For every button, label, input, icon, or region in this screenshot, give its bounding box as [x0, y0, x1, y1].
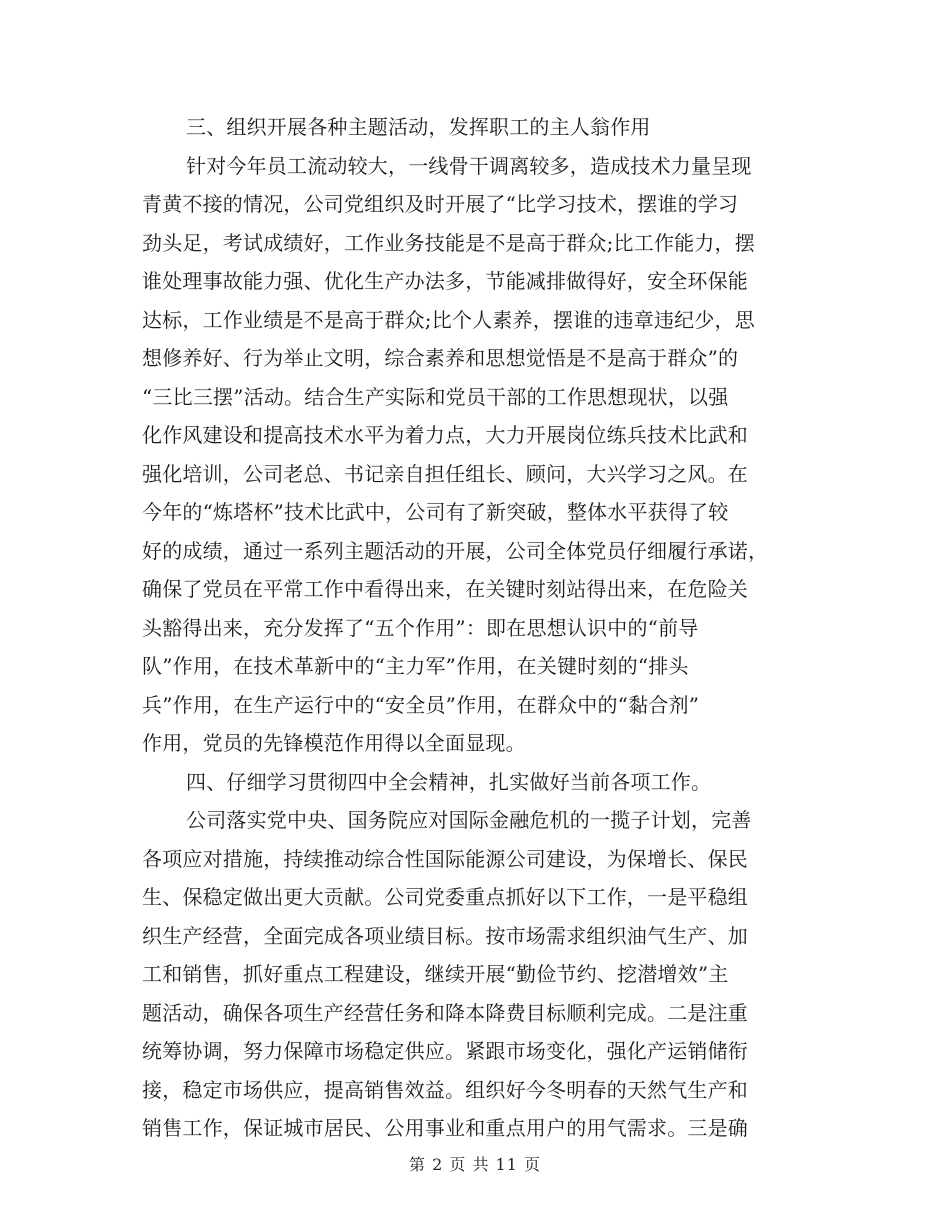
- text-line: 接，稳定市场供应，提高销售效益。组织好今冬明春的天然气生产和: [142, 1077, 748, 1102]
- text-line: 生、保稳定做出更大贡献。公司党委重点抓好以下工作，一是平稳组: [142, 885, 748, 909]
- text-line: 统筹协调，努力保障市场稳定供应。紧跟市场变化，强化产运销储衔: [142, 1039, 748, 1063]
- text-line: 各项应对措施，持续推动综合性国际能源公司建设，为保增长、保民: [142, 846, 748, 871]
- text-line: 题活动，确保各项生产经营任务和降本降费目标顺利完成。二是注重: [142, 1000, 748, 1025]
- text-line: “三比三摆”活动。结合生产实际和党员干部的工作思想现状，以强: [142, 384, 729, 409]
- text-line: 好的成绩，通过一系列主题活动的开展，公司全体党员仔细履行承诺，: [142, 538, 769, 563]
- text-line: 谁处理事故能力强、优化生产办法多，节能减排做得好，安全环保能: [142, 269, 748, 293]
- document-body: [142, 108, 810, 1148]
- text-line: 确保了党员在平常工作中看得出来，在关键时刻站得出来，在危险关: [142, 577, 748, 601]
- text-line: 化作风建设和提高技术水平为着力点，大力开展岗位练兵技术比武和: [142, 423, 748, 447]
- text-line: 三、组织开展各种主题活动，发挥职工的主人翁作用: [186, 115, 651, 139]
- text-line: 作用，党员的先锋模范作用得以全面显现。: [142, 731, 526, 755]
- text-line: 工和销售，抓好重点工程建设，继续开展“勤俭节约、挖潜增效”主: [142, 962, 729, 986]
- text-line: 青黄不接的情况，公司党组织及时开展了“比学习技术，摆谁的学习: [142, 192, 739, 216]
- text-line: 针对今年员工流动较大，一线骨干调离较多，造成技术力量呈现: [186, 153, 752, 178]
- text-line: 销售工作，保证城市居民、公用事业和重点用户的用气需求。三是确: [142, 1116, 748, 1140]
- text-line: 今年的“炼塔杯”技术比武中，公司有了新突破，整体水平获得了较: [142, 500, 729, 524]
- text-line: 劲头足，考试成绩好，工作业务技能是不是高于群众;比工作能力，摆: [142, 230, 755, 255]
- text-line: 队”作用，在技术革新中的“主力军”作用，在关键时刻的“排头: [142, 654, 689, 678]
- text-line: 想修养好、行为举止文明，综合素养和思想觉悟是不是高于群众”的: [142, 346, 739, 370]
- text-line: 公司落实党中央、国务院应对国际金融危机的一揽子计划，完善: [186, 808, 752, 832]
- text-line: 四、仔细学习贯彻四中全会精神，扎实做好当前各项工作。: [186, 769, 712, 794]
- text-line: 达标，工作业绩是不是高于群众;比个人素养，摆谁的违章违纪少，思: [142, 307, 755, 332]
- text-line: 头豁得出来，充分发挥了“五个作用”：即在思想认识中的“前导: [142, 615, 699, 640]
- text-line: 兵”作用，在生产运行中的“安全员”作用，在群众中的“黏合剂”: [142, 692, 700, 717]
- text-line: 强化培训，公司老总、书记亲自担任组长、顾问，大兴学习之风。在: [142, 461, 748, 486]
- page-number-footer: 第 2 页 共 11 页: [409, 1155, 541, 1174]
- text-line: 织生产经营，全面完成各项业绩目标。按市场需求组织油气生产、加: [142, 923, 748, 948]
